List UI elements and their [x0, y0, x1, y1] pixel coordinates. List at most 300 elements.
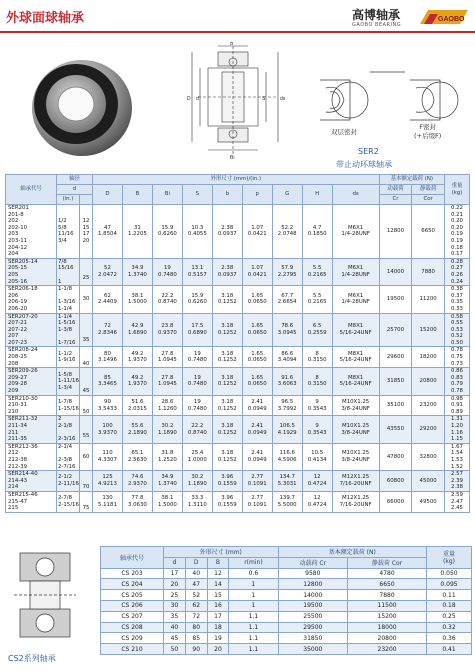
cell-cor: 18200: [412, 347, 445, 368]
cell-d: 47 1.8504: [93, 205, 123, 259]
cs-cell-weight: 0.41: [427, 644, 472, 655]
cell-h: 6.5 0.2559: [302, 313, 332, 347]
cell-models: SER208-24 208-25 208: [6, 347, 57, 368]
cell-cor: 45000: [412, 471, 445, 492]
table-row: [101, 600, 472, 611]
cell-bi: 34.9 1.3740: [152, 471, 182, 492]
cell-bi: 38.1 1.5000: [152, 491, 182, 512]
cell-s: 25.4 1.0000: [182, 443, 212, 470]
cell-cr: 60800: [379, 471, 412, 492]
seal-variants-drawing: [310, 60, 470, 155]
cell-ds: M8X1 5/16-24UNF: [332, 313, 379, 347]
cs-cell-r: 1: [229, 600, 278, 611]
table-row: [101, 644, 472, 655]
cell-h: 5.5 0.2165: [302, 286, 332, 313]
th-Bi: Bi: [152, 185, 182, 205]
cell-s: 30.2 1.1890: [182, 471, 212, 492]
cs-th-cr: 动载荷 Cr: [278, 557, 348, 568]
cs-cell-cor: 4780: [348, 568, 427, 579]
cell-cr: 19500: [379, 286, 412, 313]
dim-label-s: S: [262, 96, 266, 102]
cell-mm: 70: [80, 471, 93, 492]
cell-g: 91.6 3.6063: [272, 368, 302, 395]
brand-logo: [418, 8, 470, 26]
th-dynamic: 动载荷: [379, 185, 412, 195]
cell-models: SER209-26 209-27 209-28 209: [6, 368, 57, 395]
cs-cell-cr: 25500: [278, 611, 348, 622]
cell-ds: M12X1.25 7/16-20UNF: [332, 471, 379, 492]
cell-s: 19 0.7480: [182, 347, 212, 368]
cs-th-weight: 重量 (kg): [427, 547, 472, 569]
cs-cell-cor: 23200: [348, 644, 427, 655]
cell-models: SER214-40 214-43 214: [6, 471, 57, 492]
cell-bi: 28.6 1.1260: [152, 395, 182, 416]
table-row: [101, 579, 472, 590]
cell-cor: 49500: [412, 491, 445, 512]
th-G: G: [272, 185, 302, 205]
cell-h: 8 0.3150: [302, 368, 332, 395]
cs-cell-weight: 0.36: [427, 633, 472, 644]
cs-th-cor: 静载荷 Cor: [348, 557, 427, 568]
cell-g: 67.7 2.6654: [272, 286, 302, 313]
cell-ds: M8X1 5/16-24UNF: [332, 368, 379, 395]
table-row: [6, 416, 470, 443]
cell-g: 86.6 3.4094: [272, 347, 302, 368]
cell-cor: 20800: [412, 368, 445, 395]
cell-mm: 30: [80, 286, 93, 313]
cell-inch: 1-1/4 1-5/16 1-3/8 1-7/16: [57, 313, 80, 347]
th-shaft-inch: (in.): [57, 195, 80, 205]
th-static: 静载荷: [412, 185, 445, 195]
brand-name: 高博轴承: [352, 8, 401, 22]
cs-th-d: d: [164, 557, 186, 568]
cell-models: SER211-32 211-34 211 211-35: [6, 416, 57, 443]
series-code: SER2: [358, 147, 379, 156]
cs-cell-weight: 0.18: [427, 600, 472, 611]
cell-inch: 1-7/8 1-15/16: [57, 395, 80, 416]
cell-bi: 15.9 0.6260: [152, 205, 182, 259]
cs-cell-B: 17: [207, 611, 229, 622]
cs-th-r: r(min): [229, 557, 278, 568]
cs-cell-r: 0.6: [229, 568, 278, 579]
th-load: 基本额定载荷 (N): [379, 175, 444, 185]
cell-g: 116.6 4.5906: [272, 443, 302, 470]
cell-p: 2.41 0.0949: [242, 395, 272, 416]
cell-b: 3.18 0.1252: [212, 395, 242, 416]
cell-b: 3.18 0.1252: [212, 286, 242, 313]
cs-cell-cr: 29500: [278, 622, 348, 633]
cs-cell-B: 16: [207, 600, 229, 611]
cell-bi: 27.8 1.0945: [152, 347, 182, 368]
cell-s: 19 0.7480: [182, 368, 212, 395]
cell-g: 78.6 3.0945: [272, 313, 302, 347]
cell-s: 22.2 0.8740: [182, 416, 212, 443]
cell-h: 5.5 0.2165: [302, 258, 332, 285]
cs-cell-cor: 11500: [348, 600, 427, 611]
cs-cell-cor: 6650: [348, 579, 427, 590]
cell-d: 100 3.9370: [93, 416, 123, 443]
cell-d: 52 2.0472: [93, 258, 123, 285]
cell-b: 2.38 0.0937: [212, 258, 242, 285]
cs-cell-D: 85: [185, 633, 207, 644]
cell-cr: 25700: [379, 313, 412, 347]
cell-g: 139.7 5.5000: [272, 491, 302, 512]
cs-cell-model: CS 204: [101, 579, 164, 590]
cs-cell-model: CS 203: [101, 568, 164, 579]
cell-cr: 66000: [379, 491, 412, 512]
cell-mm: 35: [80, 313, 93, 347]
cell-b: 51.6 2.0315: [122, 395, 152, 416]
cell-d: 80 3.1496: [93, 347, 123, 368]
dim-label-b: B: [230, 42, 234, 47]
cs-cell-model: CS 210: [101, 644, 164, 655]
cs-cell-r: 1.1: [229, 611, 278, 622]
th-B: B: [122, 185, 152, 205]
cell-h: 12 0.4724: [302, 491, 332, 512]
cell-cor: 29200: [412, 416, 445, 443]
cs-cell-cor: 20800: [348, 633, 427, 644]
cell-b: 3.18 0.1252: [212, 368, 242, 395]
cell-models: SER206-18 206 206-19 206-20: [6, 286, 57, 313]
cell-mm: 25: [80, 258, 93, 285]
th-b: b: [212, 185, 242, 205]
cell-b: 55.6 2.1890: [122, 416, 152, 443]
cell-b: 3.96 0.1559: [212, 491, 242, 512]
cell-ds: M6X1 1/4-28UNF: [332, 205, 379, 259]
th-H: H: [302, 185, 332, 205]
cell-inch: 2-1/2 2-11/16: [57, 471, 80, 492]
page-title: 外球面球轴承: [6, 11, 85, 26]
cs-cell-D: 80: [185, 622, 207, 633]
cell-w: 0.28 0.27 0.26 0.24: [445, 258, 470, 285]
table-row: [6, 286, 470, 313]
cell-p: 1.65 0.0650: [242, 368, 272, 395]
cs-cell-D: 52: [185, 590, 207, 601]
cs-cell-cor: 7880: [348, 590, 427, 601]
cell-h: 4.7 0.1850: [302, 205, 332, 259]
cell-d: 85 3.3465: [93, 368, 123, 395]
cs-cell-weight: 0.050: [427, 568, 472, 579]
th-static-sym: Cor: [412, 195, 445, 205]
cs-cell-D: 40: [185, 568, 207, 579]
svg-text:GAOBO: GAOBO: [438, 16, 465, 23]
cs-cell-d: 17: [164, 568, 186, 579]
seal-label-f: F密封 (+后缀F): [414, 123, 442, 140]
cell-b: 38.1 1.5000: [122, 286, 152, 313]
cell-h: 9 0.3543: [302, 395, 332, 416]
cell-cor: 32800: [412, 443, 445, 470]
cs-cell-D: 62: [185, 600, 207, 611]
cs-cell-r: 1.1: [229, 633, 278, 644]
cs-cell-d: 40: [164, 622, 186, 633]
cs-cell-model: CS 205: [101, 590, 164, 601]
cs-cell-cr: 31850: [278, 633, 348, 644]
cell-cor: 23200: [412, 395, 445, 416]
cell-p: 1.65 0.0650: [242, 313, 272, 347]
cell-s: 33.3 1.3110: [182, 491, 212, 512]
th-ds: ds: [332, 185, 379, 205]
cell-p: 2.41 0.0949: [242, 443, 272, 470]
cell-ds: M10X1.25 3/8-24UNF: [332, 416, 379, 443]
cs-cell-model: CS 208: [101, 622, 164, 633]
cell-s: 10.3 0.4055: [182, 205, 212, 259]
cell-b: 3.18 0.1252: [212, 416, 242, 443]
cell-mm: 50: [80, 395, 93, 416]
cell-b: 65.1 2.5630: [122, 443, 152, 470]
cell-w: 0.98 0.91 0.89: [445, 395, 470, 416]
cs-cell-r: 1: [229, 590, 278, 601]
cell-inch: 2-1/4 2-3/8 2-7/16: [57, 443, 80, 470]
cs-cell-D: 72: [185, 611, 207, 622]
cs-cell-D: 90: [185, 644, 207, 655]
cell-ds: M6X1 1/4-28UNF: [332, 258, 379, 285]
table-row: [6, 491, 470, 512]
cs-th-model: 轴承代号: [101, 547, 164, 569]
cell-inch: 1/2 5/8 11/16 3/4: [57, 205, 80, 259]
cs-cell-B: 12: [207, 568, 229, 579]
cell-h: 12 0.4724: [302, 471, 332, 492]
cell-cr: 12800: [379, 205, 412, 259]
cell-cr: 31850: [379, 368, 412, 395]
cell-mm: 45: [80, 368, 93, 395]
cs-cell-cr: 14000: [278, 590, 348, 601]
cell-w: 0.86 0.83 0.79 0.78: [445, 368, 470, 395]
cell-cor: 11200: [412, 286, 445, 313]
dim-label-bi: Bi: [230, 155, 235, 161]
cs-th-dims: 外形尺寸 (mm): [164, 547, 279, 558]
cell-inch: 1-1/8 1-3/16 1-1/4: [57, 286, 80, 313]
cell-p: 1.65 0.0650: [242, 347, 272, 368]
cell-cor: 7880: [412, 258, 445, 285]
cell-models: SER205-14 205-15 205 205-16: [6, 258, 57, 285]
cell-inch: 7/8 15/16 1: [57, 258, 80, 285]
cs-cell-cor: 18000: [348, 622, 427, 633]
cell-s: 19 0.7480: [182, 395, 212, 416]
cell-b: 74.6 2.9370: [122, 471, 152, 492]
cell-p: 1.65 0.0650: [242, 286, 272, 313]
th-dynamic-sym: Cr: [379, 195, 412, 205]
cell-g: 57.9 2.2795: [272, 258, 302, 285]
cs-cell-cr: 19500: [278, 600, 348, 611]
cell-p: 1.07 0.0421: [242, 258, 272, 285]
cell-s: 13.1 0.5157: [182, 258, 212, 285]
cell-b: 77.8 3.0630: [122, 491, 152, 512]
cs-cell-model: CS 206: [101, 600, 164, 611]
table-row: [6, 347, 470, 368]
cell-mm: 40: [80, 347, 93, 368]
cs-cell-B: 20: [207, 644, 229, 655]
cs-cell-cor: 15200: [348, 611, 427, 622]
cs-cell-d: 20: [164, 579, 186, 590]
cell-bi: 31.8 1.2520: [152, 443, 182, 470]
cell-ds: M10X1.25 3/8-24UNF: [332, 443, 379, 470]
th-dims: 外形尺寸 (mm)/(in.): [93, 175, 380, 185]
cell-d: 72 2.8346: [93, 313, 123, 347]
dim-label-ds: ds: [280, 96, 286, 102]
cell-mm: 55: [80, 416, 93, 443]
cs-cell-d: 50: [164, 644, 186, 655]
cell-models: SER212-36 212 212-38 212-39: [6, 443, 57, 470]
cs-cell-cr: 9580: [278, 568, 348, 579]
table-row: [101, 568, 472, 579]
cell-d: 62 2.4409: [93, 286, 123, 313]
cs-cell-B: 18: [207, 622, 229, 633]
cs-cell-weight: 0.25: [427, 611, 472, 622]
cell-w: 2.57 2.39 2.38: [445, 471, 470, 492]
cell-mm: 60: [80, 443, 93, 470]
table-row: [101, 633, 472, 644]
cell-cor: 15200: [412, 313, 445, 347]
cell-h: 10.5 0.4134: [302, 443, 332, 470]
th-p: p: [242, 185, 272, 205]
table-row: [6, 368, 470, 395]
cell-p: 2.77 0.1091: [242, 491, 272, 512]
table-row: [101, 590, 472, 601]
cell-b: 49.2 1.9370: [122, 368, 152, 395]
dim-label-d-outer: D: [187, 96, 191, 102]
cell-g: 106.5 4.1929: [272, 416, 302, 443]
cell-ds: M8X1 5/16-24UNF: [332, 347, 379, 368]
cell-w: 0.58 0.55 0.53 0.52 0.50: [445, 313, 470, 347]
ser2-spec-table: [5, 174, 470, 513]
table-row: [6, 205, 470, 259]
cs-cell-d: 30: [164, 600, 186, 611]
cell-p: 2.77 0.1091: [242, 471, 272, 492]
cell-b: 3.18 0.1252: [212, 347, 242, 368]
cell-s: 17.5 0.6890: [182, 313, 212, 347]
cs-cell-B: 19: [207, 633, 229, 644]
cell-w: 0.78 0.75 0.73: [445, 347, 470, 368]
th-model: 轴承代号: [6, 175, 57, 205]
cell-b: 42.9 1.6890: [122, 313, 152, 347]
cell-b: 49.2 1.9370: [122, 347, 152, 368]
dim-label-d-inner: d: [196, 96, 199, 102]
cs-cell-cr: 12800: [278, 579, 348, 590]
cs-th-B: B: [207, 557, 229, 568]
cell-bi: 23.8 0.9370: [152, 313, 182, 347]
cell-w: 2.59 2.47 2.45: [445, 491, 470, 512]
cell-g: 96.5 3.7992: [272, 395, 302, 416]
cs-cell-d: 45: [164, 633, 186, 644]
cell-cor: 6650: [412, 205, 445, 259]
cell-models: SER201 201-8 202 202-10 203 203-11 204-12 204: [6, 205, 57, 259]
series-subtitle: 带止动环球轴承: [336, 160, 392, 169]
cell-cr: 47800: [379, 443, 412, 470]
cell-b: 31 1.2205: [122, 205, 152, 259]
cell-bi: 27.8 1.0945: [152, 368, 182, 395]
cell-ds: M6X1 1/4-28UNF: [332, 286, 379, 313]
cell-models: SER210-30 210-31 210: [6, 395, 57, 416]
cell-w: 0.38 0.37 0.35 0.33: [445, 286, 470, 313]
cell-d: 125 4.9213: [93, 471, 123, 492]
cs-th-D: D: [185, 557, 207, 568]
cell-h: 9 0.3543: [302, 416, 332, 443]
cs-cell-B: 15: [207, 590, 229, 601]
cell-g: 52.2 2.0748: [272, 205, 302, 259]
th-D: D: [93, 185, 123, 205]
cell-p: 2.41 0.0949: [242, 416, 272, 443]
cell-b: 3.18 0.1252: [212, 443, 242, 470]
cs-bearing-section-drawing: [10, 545, 80, 645]
cell-bi: 30.2 1.1890: [152, 416, 182, 443]
cell-d: 130 5.1181: [93, 491, 123, 512]
table-row: [101, 611, 472, 622]
cell-bi: 22.2 0.8740: [152, 286, 182, 313]
cs-cell-D: 47: [185, 579, 207, 590]
cs-cell-r: 1.1: [229, 622, 278, 633]
cell-cr: 14000: [379, 258, 412, 285]
cell-w: 0.22 0.21 0.20 0.20 0.19 0.19 0.18 0.17: [445, 205, 470, 259]
cs-cell-r: 1.1: [229, 644, 278, 655]
page-header: [0, 0, 475, 32]
cs-cell-r: 1: [229, 579, 278, 590]
cs-cell-B: 14: [207, 579, 229, 590]
th-shaft: 轴径: [57, 175, 93, 185]
cs-th-load: 基本额定载荷 (N): [278, 547, 426, 558]
table-row: [6, 471, 470, 492]
cell-ds: M12X1.25 7/16-20UNF: [332, 491, 379, 512]
bearing-photo: [18, 44, 138, 164]
cell-s: 15.9 0.6260: [182, 286, 212, 313]
cell-inch: 1-5/8 1-11/16 1-3/4: [57, 368, 80, 395]
cs-cell-weight: 0.11: [427, 590, 472, 601]
cell-b: 2.38 0.0937: [212, 205, 242, 259]
cs-cell-weight: 0.32: [427, 622, 472, 633]
cell-w: 1.67 1.54 1.53 1.52: [445, 443, 470, 470]
cs-cell-d: 25: [164, 590, 186, 601]
th-S: S: [182, 185, 212, 205]
cs-cell-cr: 35000: [278, 644, 348, 655]
cs-cell-model: CS 207: [101, 611, 164, 622]
brand-name-en: GAOBO BEARING: [352, 22, 402, 28]
cs-cell-weight: 0.095: [427, 579, 472, 590]
cs2-spec-table: [100, 546, 472, 655]
th-weight: 重量 (kg): [445, 175, 470, 205]
cell-models: SER215-46 215-47 215: [6, 491, 57, 512]
cell-g: 134.7 5.3031: [272, 471, 302, 492]
bearing-section-drawing: [178, 42, 298, 162]
table-row: [101, 622, 472, 633]
cell-bi: 19 0.7480: [152, 258, 182, 285]
cell-ds: M10X1.25 3/8-24UNF: [332, 395, 379, 416]
header-rule: [0, 31, 475, 33]
cell-models: SER207-20 207-21 207-22 207 207-23: [6, 313, 57, 347]
cell-w: 1.31 1.20 1.16 1.15: [445, 416, 470, 443]
cell-p: 1.07 0.0421: [242, 205, 272, 259]
th-shaft-mm: [80, 195, 93, 205]
cell-inch: 1-1/2 1-9/16: [57, 347, 80, 368]
cell-inch: 2 2-1/8 2-3/16: [57, 416, 80, 443]
cell-cr: 29600: [379, 347, 412, 368]
seal-label-double: 双层密封: [331, 128, 357, 136]
cell-inch: 2-7/8 2-15/16: [57, 491, 80, 512]
cell-b: 3.18 0.1252: [212, 313, 242, 347]
cs-cell-d: 35: [164, 611, 186, 622]
cell-cr: 35100: [379, 395, 412, 416]
table-row: [6, 443, 470, 470]
th-d: d: [57, 185, 93, 195]
cell-mm: 12 15 17 20: [80, 205, 93, 259]
cell-d: 110 4.3307: [93, 443, 123, 470]
cell-b: 34.9 1.3740: [122, 258, 152, 285]
cell-mm: 75: [80, 491, 93, 512]
table-row: [6, 258, 470, 285]
cell-b: 3.96 0.1559: [212, 471, 242, 492]
table-row: [6, 313, 470, 347]
cell-d: 90 3.5433: [93, 395, 123, 416]
cs-series-label: CS2系列轴承: [8, 654, 56, 663]
cs-cell-model: CS 209: [101, 633, 164, 644]
